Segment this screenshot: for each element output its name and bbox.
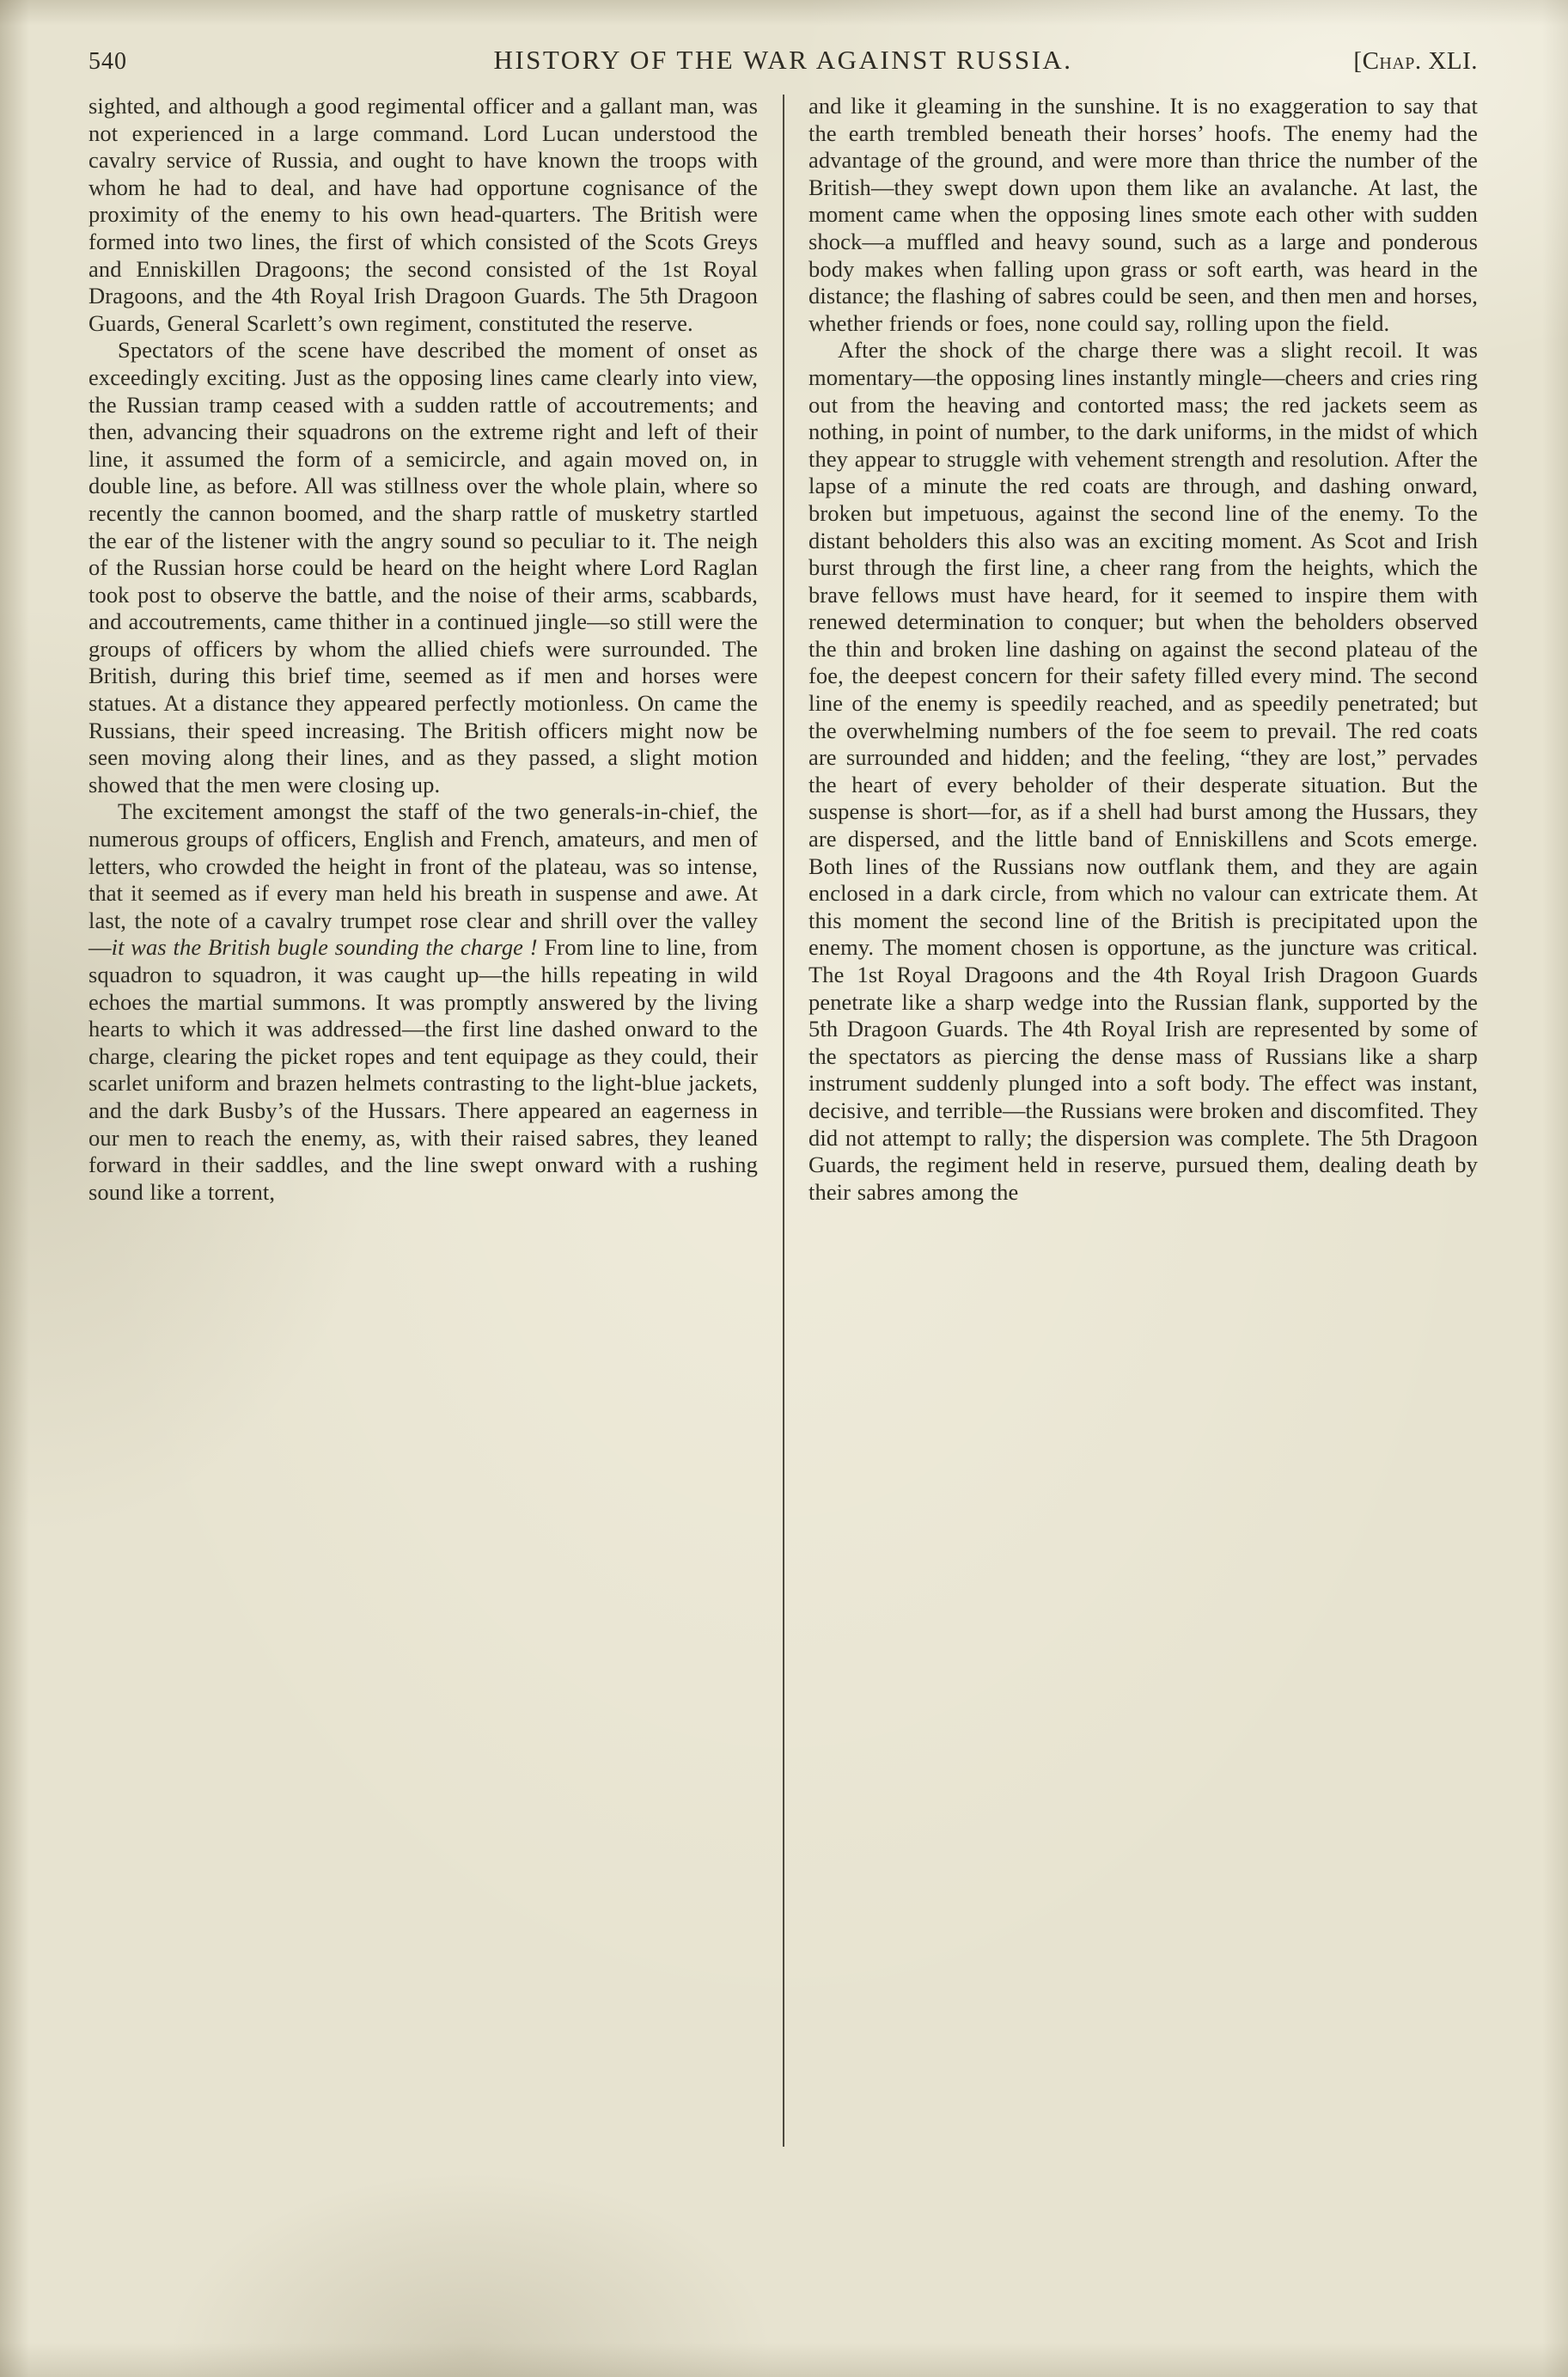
running-title: HISTORY OF THE WAR AGAINST RUSSIA. (493, 45, 1073, 75)
chapter-label: [Chap. XLI. (1353, 47, 1478, 75)
body-text: From line to line, from squadron to squadron, it was caught up—the hills repeating in wild echoes the martial summons. It was promptly answered by the living hearts to which it was addressed—the first line dashed onward to the charge, clearing the picket ropes and tent equipage as they could, their scarlet uniform and brazen helmets contrasting to the light-blue jackets, and the dark Busby’s of the Hussars. There appeared an eagerness in our men to reach the enemy, as, with their raised sabres, they leaned forward in their saddles, and the line swept onward with a rushing sound like a torrent, (88, 934, 758, 1205)
body-text: and like it gleaming in the sunshine. It is no exaggeration to say that the earth trembled beneath their horses’ hoofs. The enemy had the advantage of the ground, and were more than thrice the number of the British—they swept down upon them like an avalanche. At last, the moment came when the opposing lines smote each other with sudden shock—a muffled and heavy sound, such as a large and ponderous body makes when falling upon grass or soft earth, was heard in the distance; the flashing of sabres could be seen, and then men and horses, whether friends or foes, none could say, rolling upon the field. (808, 93, 1478, 336)
text-columns (88, 93, 1478, 2147)
paragraph (88, 337, 758, 798)
body-text: Spectators of the scene have described the moment of onset as exceedingly exciting. Just as the opposing lines came clearly into view, the Russian tramp ceased with a sudden rattle of accoutrements; and then, advancing their squadrons on the extreme right and left of their line, it assumed the form of a semicircle, and again moved on, in double line, as before. All was stillness over the whole plain, where so recently the cannon boomed, and the sharp rattle of musketry startled the ear of the listener with the angry sound so peculiar to it. The neigh of the Russian horse could be heard on the height where Lord Raglan took post to observe the battle, and the noise of their arms, scabbards, and accoutrements, came thither in a continued jingle—so still were the groups of officers by whom the allied chiefs were surrounded. The British, during this brief time, seemed as if men and horses were statues. At a distance they appeared perfectly motionless. On came the Russians, their speed increasing. The British officers might now be seen moving along their lines, and as they passed, a slight motion showed that the men were closing up. (88, 337, 758, 797)
body-text: sighted, and although a good regimental officer and a gallant man, was not experienced in a large command. Lord Lucan understood the cavalry service of Russia, and ought to have known the troops with whom he had to deal, and have had opportune cognisance of the proximity of the enemy to his own head-quarters. The British were formed into two lines, the first of which consisted of the Scots Greys and Enniskillen Dragoons; the second consisted of the 1st Royal Dragoons, and the 4th Royal Irish Dragoon Guards. The 5th Dragoon Guards, General Scarlett’s own regiment, constituted the reserve. (88, 93, 758, 336)
column-left (88, 93, 758, 2147)
column-divider (783, 95, 784, 2147)
column-right (808, 93, 1478, 2147)
paragraph (808, 93, 1478, 337)
paragraph (88, 93, 758, 337)
page-number: 540 (88, 48, 127, 75)
italic-text: it was the British bugle sounding the charge ! (111, 934, 538, 961)
paragraph (808, 337, 1478, 1206)
paragraph (88, 798, 758, 1206)
body-text: After the shock of the charge there was a slight recoil. It was momentary—the opposing lines instantly mingle—cheers and cries ring out from the heaving and contorted mass; the red jackets seem as nothing, in point of number, to the dark uniforms, in the midst of which they appear to struggle with vehement strength and resolution. After the lapse of a minute the red coats are through, and dashing onward, broken but impetuous, against the second line of the enemy. To the distant beholders this also was an exciting moment. As Scot and Irish burst through the first line, a cheer rang from the heights, which the brave fellows must have heard, for it seemed to inspire them with renewed determination to conquer; but when the beholders observed the thin and broken line dashing on against the second plateau of the foe, the deepest concern for their safety filled every mind. The second line of the enemy is speedily reached, and as speedily penetrated; but the overwhelming numbers of the foe seem to prevail. The red coats are surrounded and hidden; and the feeling, “they are lost,” pervades the heart of every beholder of their desperate situation. But the suspense is short—for, as if a shell had burst among the Hussars, they are dispersed, and the little band of Enniskillens and Scots emerge. Both lines of the Russians now outflank them, and they are again enclosed in a dark circle, from which no valour can extricate them. At this moment the second line of the British is precipitated upon the enemy. The moment chosen is opportune, as the juncture was critical. The 1st Royal Dragoons and the 4th Royal Irish Dragoon Guards penetrate like a sharp wedge into the Russian flank, supported by the 5th Dragoon Guards. The 4th Royal Irish are represented by some of the spectators as piercing the dense mass of Russians like a sharp instrument suddenly plunged into a soft body. The effect was instant, decisive, and terrible—the Russians were broken and discomfited. They did not attempt to rally; the dispersion was complete. The 5th Dragoon Guards, the regiment held in reserve, pursued them, dealing death by their sabres among the (808, 337, 1478, 1205)
body-text: The excitement amongst the staff of the two generals-in-chief, the numerous groups of officers, English and French, amateurs, and men of letters, who crowded the height in front of the plateau, was so intense, that it seemed as if every man held his breath in suspense and awe. At last, the note of a cavalry trumpet rose clear and shrill over the valley— (88, 798, 758, 961)
page-header (88, 45, 1478, 79)
